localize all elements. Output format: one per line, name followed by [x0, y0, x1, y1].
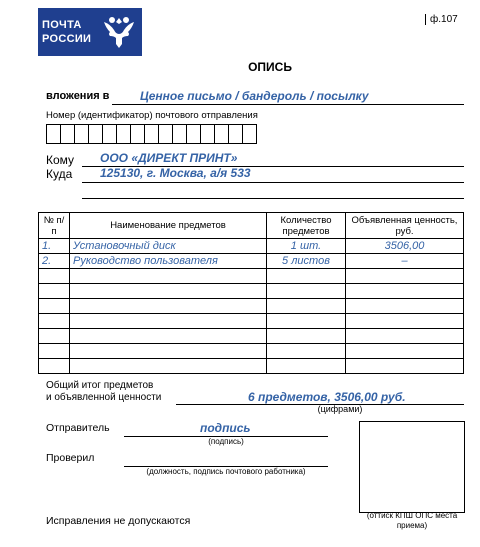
table-row	[39, 254, 464, 269]
tracking-cell	[228, 124, 243, 144]
tracking-cell	[88, 124, 103, 144]
stamp-caption: (оттиск КПШ ОПС места приема)	[366, 511, 458, 530]
row-name: Установочный диск	[70, 239, 267, 254]
logo-line2: РОССИИ	[42, 33, 92, 45]
total-label-line2: и объявленной ценности	[46, 392, 162, 403]
where-line	[82, 182, 464, 183]
header-value: Объявленная ценность, руб.	[346, 213, 464, 239]
tracking-cell	[116, 124, 131, 144]
sender-value: подпись	[200, 421, 251, 435]
table-row-empty	[39, 269, 464, 284]
sender-label: Отправитель	[46, 422, 110, 434]
table-row-empty	[39, 359, 464, 374]
total-label-line1: Общий итог предметов	[46, 380, 154, 391]
where-label: Куда	[46, 167, 73, 181]
row-name: Руководство пользователя	[70, 254, 267, 269]
attachment-label: вложения в	[46, 90, 110, 102]
row-value: –	[346, 254, 464, 269]
checked-caption: (должность, подпись почтового работника)	[146, 467, 306, 476]
row-num: 1.	[39, 239, 70, 254]
tracking-cell	[74, 124, 89, 144]
row-num: 2.	[39, 254, 70, 269]
header-qty: Количество предметов	[267, 213, 346, 239]
tracking-cell	[172, 124, 187, 144]
attachment-line	[112, 104, 464, 105]
address-line-extra	[82, 198, 464, 199]
header-num: № п/п	[39, 213, 70, 239]
stamp-box	[359, 421, 465, 513]
table-header-row	[39, 213, 464, 239]
to-value: ООО «ДИРЕКТ ПРИНТ»	[100, 151, 238, 165]
total-caption: (цифрами)	[317, 404, 363, 414]
row-qty: 5 листов	[267, 254, 346, 269]
items-table	[38, 212, 464, 374]
tracking-cell	[200, 124, 215, 144]
table-row-empty	[39, 284, 464, 299]
logo-text	[42, 18, 91, 46]
logo-line1: ПОЧТА	[42, 19, 82, 31]
where-value: 125130, г. Москва, а/я 533	[100, 166, 251, 180]
row-value: 3506,00	[346, 239, 464, 254]
tracking-cell	[102, 124, 117, 144]
attachment-value: Ценное письмо / бандероль / посылку	[140, 89, 369, 103]
tracking-cell	[158, 124, 173, 144]
table-row	[39, 239, 464, 254]
page-title: ОПИСЬ	[248, 60, 292, 74]
table-row-empty	[39, 329, 464, 344]
table-row-empty	[39, 314, 464, 329]
form-code: ф.107	[425, 14, 458, 25]
table-row-empty	[39, 344, 464, 359]
eagle-emblem-icon	[100, 12, 138, 52]
to-label: Кому	[46, 153, 75, 167]
header-name: Наименование предметов	[70, 213, 267, 239]
tracking-cell	[214, 124, 229, 144]
tracking-cell	[60, 124, 75, 144]
tracking-cell	[130, 124, 145, 144]
total-label	[46, 380, 161, 404]
table-row-empty	[39, 299, 464, 314]
row-qty: 1 шт.	[267, 239, 346, 254]
tracking-cell	[186, 124, 201, 144]
tracking-label: Номер (идентификатор) почтового отправления	[46, 110, 258, 121]
footer-note: Исправления не допускаются	[46, 515, 191, 527]
tracking-cells[interactable]	[46, 124, 256, 144]
russian-post-logo	[38, 8, 142, 56]
sender-caption: (подпись)	[208, 437, 244, 446]
checked-label: Проверил	[46, 452, 95, 464]
total-value: 6 предметов, 3506,00 руб.	[248, 390, 406, 404]
tracking-cell	[144, 124, 159, 144]
tracking-cell	[242, 124, 257, 144]
tracking-cell	[46, 124, 61, 144]
